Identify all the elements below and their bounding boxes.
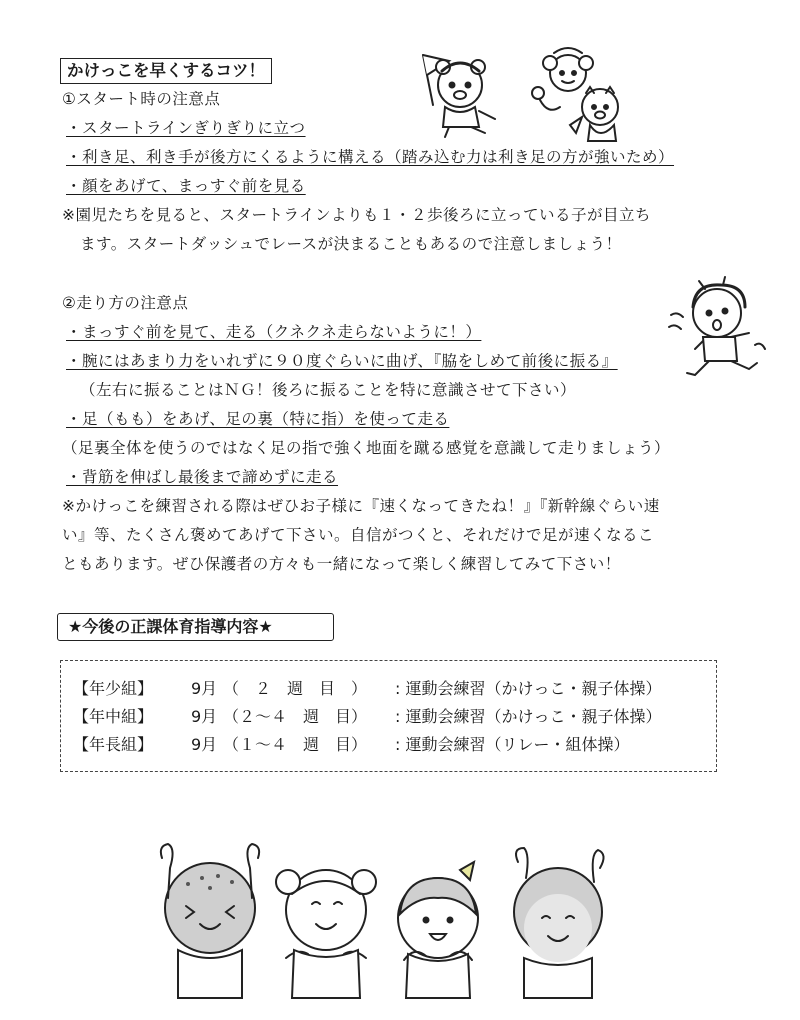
section2-point-2-note: （左右に振ることはＮＧ！後ろに振ることを特に意識させて下さい） (80, 381, 577, 399)
schedule-activity: : 運動会練習（リレー・組体操） (395, 735, 630, 754)
cheering-animals-illustration (530, 45, 640, 145)
schedule-week: （１～４ 週 目） (223, 735, 368, 754)
schedule-group: 【年中組】 (73, 707, 154, 726)
schedule-month: 9月 (191, 707, 218, 726)
section1-point-2: ・利き足、利き手が後方にくるように構える（踏み込む力は利き足の方が強いため） (66, 148, 675, 166)
section2-point-3: ・足（もも）をあげ、足の裏（特に指）を使って走る (66, 410, 450, 428)
schedule-week: （ ２ 週 目 ） (223, 679, 368, 698)
running-child-illustration (665, 275, 775, 385)
schedule-group: 【年少組】 (73, 679, 154, 698)
schedule-month: 9月 (191, 735, 218, 754)
section1-point-3: ・顔をあげて、まっすぐ前を見る (66, 177, 306, 195)
schedule-month: 9月 (191, 679, 218, 698)
section2-point-3-note: （足裏全体を使うのではなく足の指で強く地面を蹴る感覚を意識して走りましょう） (62, 439, 671, 457)
section1-note-line-2: ます。スタートダッシュでレースが決まることもあるので注意しましょう！ (80, 235, 622, 253)
bear-flag-illustration (405, 45, 515, 140)
section2-note-line-2: い』等、たくさん褒めてあげて下さい。自信がつくと、それだけで足が速くなるこ (62, 526, 655, 544)
schedule-group: 【年長組】 (73, 735, 154, 754)
four-children-illustration (148, 838, 648, 1008)
schedule-activity: : 運動会練習（かけっこ・親子体操） (395, 679, 662, 698)
section1-heading: ①スタート時の注意点 (62, 90, 221, 108)
section1-note-line-1: ※園児たちを見ると、スタートラインよりも１・２歩後ろに立っている子が目立ち (62, 206, 652, 224)
section2-point-1: ・まっすぐ前を見て、走る（クネクネ走らないように！） (66, 323, 482, 341)
section2-heading: ②走り方の注意点 (62, 294, 189, 312)
section2-point-2: ・腕にはあまり力をいれずに９０度ぐらいに曲げ、『脇をしめて前後に振る』 (66, 352, 618, 370)
section2-note-line-1: ※かけっこを練習される際はぜひお子様に『速くなってきたね！』『新幹線ぐらい速 (62, 497, 660, 515)
schedule-week: （２～４ 週 目） (223, 707, 368, 726)
schedule-box (60, 660, 717, 772)
section1-point-1: ・スタートラインぎりぎりに立つ (66, 119, 306, 137)
page-title: かけっこを早くするコツ！ (60, 58, 272, 84)
section2-point-4: ・背筋を伸ばし最後まで諦めずに走る (66, 468, 339, 486)
schedule-heading: ★今後の正課体育指導内容★ (57, 613, 334, 641)
section2-note-line-3: ともあります。ぜひ保護者の方々も一緒になって楽しく練習してみて下さい！ (62, 555, 621, 573)
schedule-activity: : 運動会練習（かけっこ・親子体操） (395, 707, 662, 726)
